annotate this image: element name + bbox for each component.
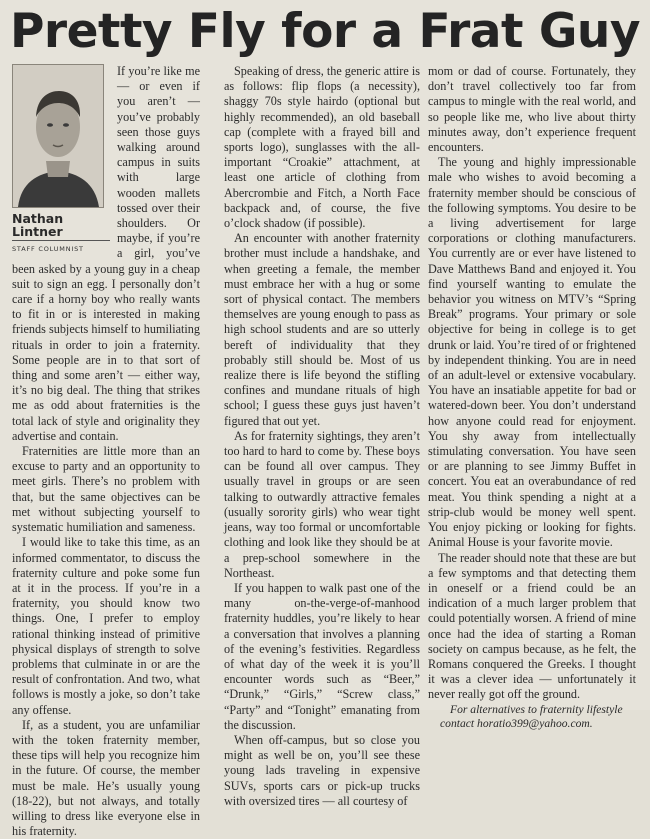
author-role: STAFF COLUMNIST (12, 240, 110, 257)
author-name-first: Nathan (12, 211, 64, 226)
article-paragraph: If you’re like me — or even if you aren’t — you’ve probably seen those guys walking around campus in suits with large wooden mallets tossed over their shoulders. Or maybe, if you’re a girl, you’ve been asked by a young guy in a cheap suit to sign an egg. I personally don’t care if a horny boy who really wants to fit in or is interested in making friends subjects himself to humiliating rituals in order to join a fraternity. Some people are in to that sort of thing and some aren’t — either way, it’s no big deal. The thing that strikes me as odd about fraternities is the total lack of style and originality they advertise and contain. (12, 64, 200, 443)
column-3 (428, 64, 636, 731)
author-name-last: Lintner (12, 224, 63, 239)
author-portrait-icon (13, 65, 103, 207)
headline: Pretty Fly for a Frat Guy (9, 3, 640, 59)
author-photo (12, 64, 104, 208)
byline-block (12, 64, 110, 257)
column-3-body (428, 64, 636, 703)
article-paragraph: When off-campus, but so close you might as well be on, you’ll see these young lads traveling in expensive SUVs, sports cars or pick-up trucks with oversized tires — all courtesy of (224, 732, 420, 808)
article-paragraph: As for fraternity sightings, they aren’t too hard to hard to come by. These boys can be found all over campus. They usually travel in groups or are seen talking to outwardly attractive females (usually sorority girls) who wear tight jeans, way too formal or uncomfortable clothing and look like they should be at a prep-school somewhere in the Northeast. (224, 428, 420, 580)
article-paragraph: I would like to take this time, as an informed commentator, to discuss the fraternity culture and poke some fun at it in the process. If you’re in a fraternity, you should know two things. One, I prefer to employ rational thinking instead of primitive physical displays of strength to solve problems that culminate in or are the result of confrontation. And two, what follows is mostly a joke, so don’t take any offense. (12, 535, 200, 717)
footer-note: For alternatives to fraternity lifestyle contact horatio399@yahoo.com. (440, 702, 623, 730)
article-paragraph: The young and highly impressionable male who wishes to avoid becoming a fraternity member should be conscious of the following symptoms. You desire to be a living advertisement for large corporations or clothing manufacturers. You currently are or ever have listened to Dave Matthews Band and enjoyed it. You find yourself wanting to emulate the behavior you witness on MTV’s “Spring Break” programs. Your primary or sole objective for being in college is to get drunk or laid. You’re tired of or frightened by independent thinking. You are in need of an adult-level or extensive vocabulary. You have an insatiable appetite for bad or watered-down beer. You don’t understand how anyone could read for enjoyment. You shy away from intellectually stimulating conversation. You have seen or are planning to see Jimmy Buffet in concert. You eat an overabundance of red meat. You think spending a night at a strip-club would be money well spent. You enjoy picking or looking for fights. Animal House is your favorite movie. (428, 155, 636, 550)
article-paragraph: Fraternities are little more than an excuse to party and an opportunity to meet girls. There’s no problem with that, but the same objectives can be met without subjecting yourself to systematic humiliation and sameness. (12, 444, 200, 535)
article-paragraph: Speaking of dress, the generic attire is as follows: flip flops (a necessity), shaggy 70s style hairdo (optional but highly recommended), an old baseball cap (complete with a frayed bill and sports logo), sunglasses with the all-important “Croakie” attachment, at least one article of clothing from Abercrombie and Fitch, a North Face backpack and, of course, the five o’clock shadow (if possible). (224, 64, 420, 231)
column-2-body (224, 64, 420, 809)
column-2 (224, 64, 420, 809)
article-paragraph: mom or dad of course. Fortunately, they don’t travel collectively too far from campus to mingle with the real world, and so people like me, who live about thirty minutes away, don’t experience frequent encounters. (428, 64, 636, 155)
article-paragraph: An encounter with another fraternity brother must include a handshake, and when greeting a female, the member must embrace her with a hug or some sort of physical contact. The members themselves are young enough to pass as high school students and are so utterly bereft of individuality that they probably still should be. Most of us realize there is life beyond the stifling confines and mundane rituals of high school; I guess these guys just haven’t figured that out yet. (224, 231, 420, 428)
article-paragraph: The reader should note that these are but a few symptoms and that detecting them in oneself or a friend could be an indication of a much larger problem that could potentially worsen. A friend of mine once had the idea of starting a Roman society on campus because, as he felt, the Romans conquered the Greeks. I thought it was a clever idea — unfortunately it never really got off the ground. (428, 550, 636, 702)
column-1 (12, 64, 200, 839)
article-paragraph: If you happen to walk past one of the many on-the-verge-of-manhood fraternity huddles, you’re likely to hear a conversation that involves a planning of the evening’s festivities. Regardless of what day of the week it is you’ll encounter words such as “Beer,” “Drunk,” “Girls,” “Screw class,” “Party” and “Tonight” emanating from the discussion. (224, 580, 420, 732)
article-paragraph: If, as a student, you are unfamiliar with the token fraternity member, these tips will help you recognize him in the future. Of course, the member must be male. He’s usually young (18-22), but not always, and totally willing to dress like everyone else in his fraternity. (12, 717, 200, 839)
